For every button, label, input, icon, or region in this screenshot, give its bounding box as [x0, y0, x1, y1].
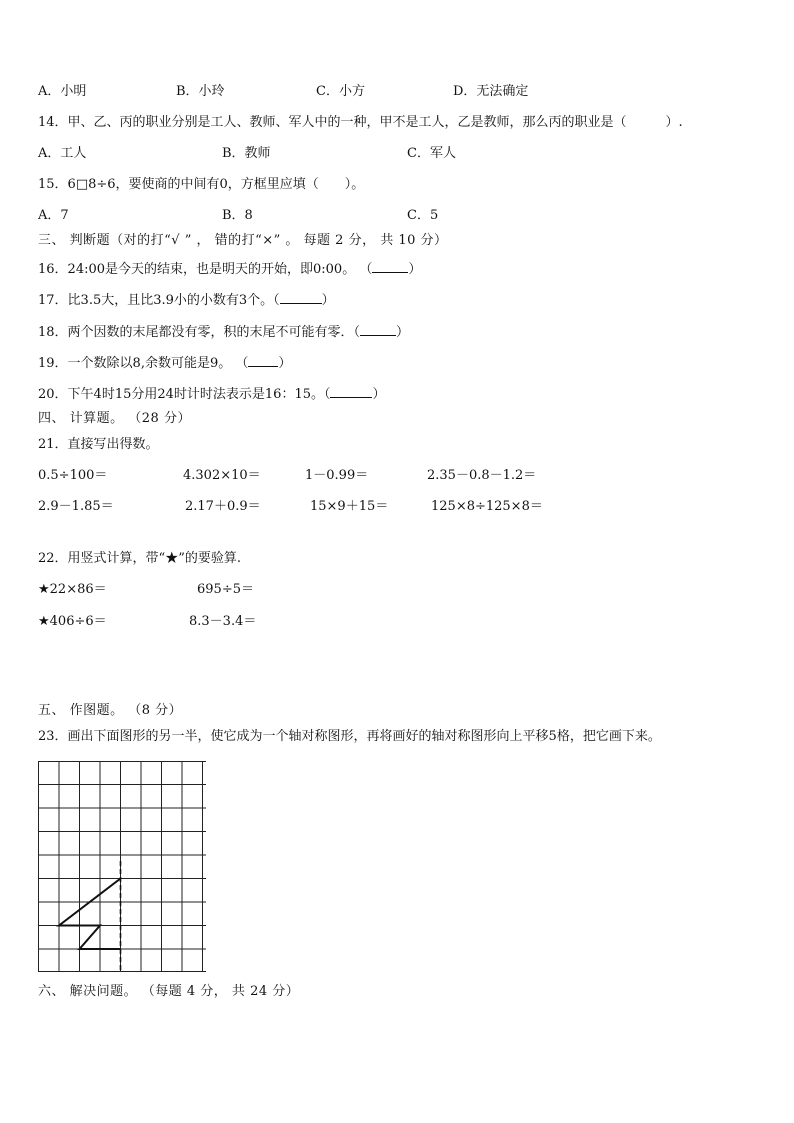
half-figure — [59, 879, 121, 950]
calc-item: 2.35－0.8－1.2＝ — [427, 468, 537, 483]
question-19 — [38, 354, 291, 372]
section-5-heading: 五、 作图题。 （8 分） — [38, 703, 183, 718]
paren-close: ） — [372, 387, 386, 402]
section-4-heading: 四、 计算题。 （28 分） — [38, 411, 191, 426]
option-c: C．小方 — [316, 84, 365, 99]
q15-option-a: A．7 — [38, 208, 69, 223]
paren-close: ） — [321, 293, 335, 308]
calc-item: ★406÷6＝ — [38, 614, 107, 629]
question-19-text: 19．一个数除以8,余数可能是9。 （ — [38, 356, 249, 371]
calc-item: 695÷5＝ — [197, 582, 254, 597]
answer-blank — [372, 260, 408, 273]
q14-option-b: B．教师 — [222, 146, 271, 161]
paren-close: ） — [396, 325, 410, 340]
question-23: 23．画出下面图形的另一半，使它成为一个轴对称图形，再将画好的轴对称图形向上平移5格，把它画下来。 — [38, 729, 661, 744]
answer-blank — [330, 385, 372, 398]
answer-blank — [248, 354, 278, 367]
calc-item: 125×8÷125×8＝ — [431, 499, 543, 514]
question-14: 14．甲、乙、丙的职业分别是工人、教师、军人中的一种，甲不是工人，乙是教师，那么丙的职业是（ ）. — [38, 115, 683, 130]
question-17-text: 17．比3.5大，且比3.9小的小数有3个。（ — [38, 293, 280, 308]
question-18-text: 18．两个因数的末尾都没有零，积的末尾不可能有零．（ — [38, 325, 361, 340]
calc-item: 4.302×10＝ — [183, 468, 261, 483]
calc-item: 8.3－3.4＝ — [189, 614, 257, 629]
calc-item: 2.9－1.85＝ — [38, 499, 114, 514]
option-a: A．小明 — [38, 84, 87, 99]
paren-close: ） — [408, 262, 422, 277]
question-18 — [38, 323, 409, 341]
question-17 — [38, 291, 335, 309]
q15-option-c: C．5 — [407, 208, 439, 223]
question-21-title: 21．直接写出得数。 — [38, 437, 159, 452]
question-22-title: 22．用竖式计算，带“★”的要验算. — [38, 551, 241, 566]
question-20-text: 20．下午4时15分用24时计时法表示是16：15。（ — [38, 387, 331, 402]
question-15: 15．6□8÷6，要使商的中间有0，方框里应填（ ）。 — [38, 177, 365, 192]
q14-option-a: A．工人 — [38, 146, 87, 161]
question-16 — [38, 260, 421, 278]
calc-item: 2.17＋0.9＝ — [185, 499, 261, 514]
option-b: B．小玲 — [176, 84, 225, 99]
question-20 — [38, 385, 386, 403]
drawing-grid — [38, 761, 206, 972]
paren-close: ） — [278, 356, 292, 371]
answer-blank — [280, 291, 322, 304]
answer-blank — [360, 323, 396, 336]
question-16-text: 16．24:00是今天的结束，也是明天的开始，即0:00。 （ — [38, 262, 373, 277]
section-6-heading: 六、 解决问题。 （每题 4 分， 共 24 分） — [38, 984, 300, 999]
section-3-heading: 三、 判断题（对的打“√ ” ， 错的打“×” 。 每题 2 分， 共 10 分） — [38, 233, 448, 248]
calc-item: ★22×86＝ — [38, 582, 107, 597]
calc-item: 0.5÷100＝ — [38, 468, 108, 483]
calc-item: 15×9＋15＝ — [310, 499, 389, 514]
option-d: D．无法确定 — [453, 84, 529, 99]
q15-option-b: B．8 — [222, 208, 253, 223]
calc-item: 1－0.99＝ — [305, 468, 369, 483]
grid-lines — [38, 761, 206, 972]
q14-option-c: C．军人 — [407, 146, 456, 161]
